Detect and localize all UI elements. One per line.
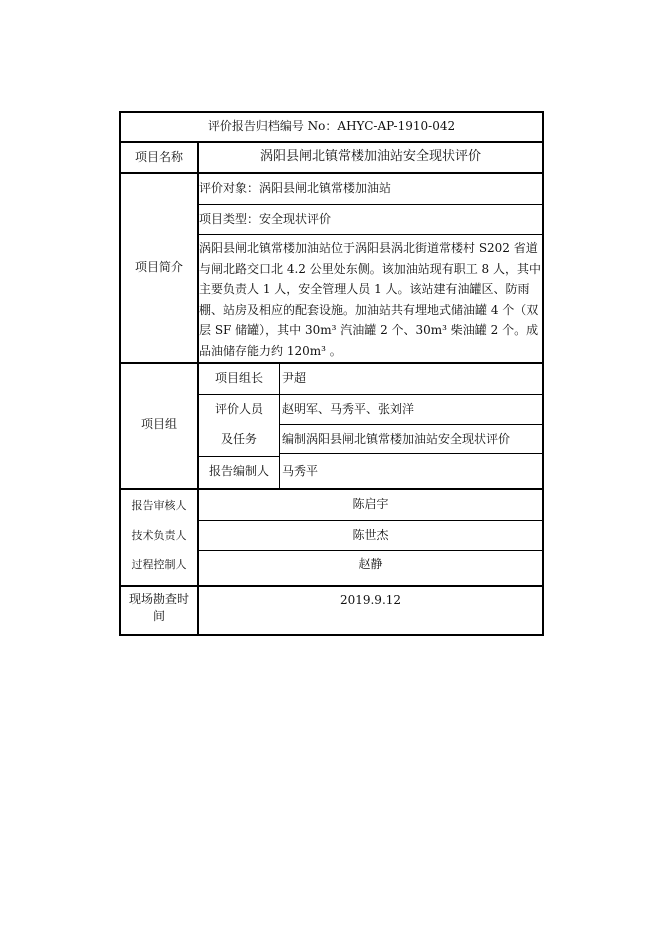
reviewer-row-divider xyxy=(197,550,544,551)
team-row-divider xyxy=(279,424,544,425)
row-divider xyxy=(119,362,544,364)
survey-date: 2019.9.12 xyxy=(339,593,402,607)
team-leader-value: 尹超 xyxy=(282,371,307,385)
evaluators-task: 编制涡阳县闸北镇常楼加油站安全现状评价 xyxy=(282,432,511,446)
table-border-right xyxy=(542,111,544,636)
team-column-divider xyxy=(279,362,280,488)
evaluators-label-line2: 及任务 xyxy=(220,432,257,446)
process-control-value: 赵静 xyxy=(358,557,383,571)
table-border-top xyxy=(119,111,544,113)
project-team-label: 项目组 xyxy=(140,417,177,431)
tech-lead-value: 陈世杰 xyxy=(352,528,389,542)
evaluators-value: 赵明军、马秀平、张刘洋 xyxy=(282,402,415,416)
process-control-label: 过程控制人 xyxy=(131,558,187,571)
team-row-divider xyxy=(197,456,279,457)
archive-number: 评价报告归档编号 No：AHYC-AP-1910-042 xyxy=(207,119,456,133)
intro-divider xyxy=(197,234,544,235)
survey-time-label-line1: 现场勘查时 xyxy=(128,592,189,606)
project-name-value: 涡阳县闸北镇常楼加油站安全现状评价 xyxy=(259,149,481,164)
project-name-label: 项目名称 xyxy=(134,150,183,164)
project-description: 涡阳县闸北镇常楼加油站位于涡阳县涡北街道常楼村 S202 省道与闸北路交口北 4.2 公里处东侧。该加油站现有职工 8 人，其中主要负责人 1 人，安全管理人员 1 人。该站建有油罐区、防雨棚、站房及相应的配套设施。加油站共有埋地式储油罐 4 个（双层 SF 储罐），其中 30m³ 汽油罐 2 个、30m³ 柴油罐 2 个。成品油储存能力约 120m³ 。 xyxy=(199,241,541,358)
reviewer-row-divider xyxy=(197,520,544,521)
evaluation-object: 评价对象：涡阳县闸北镇常楼加油站 xyxy=(199,181,392,195)
survey-time-label-line2: 间 xyxy=(152,609,165,623)
row-divider xyxy=(119,585,544,587)
row-divider xyxy=(119,172,544,174)
project-type: 项目类型：安全现状评价 xyxy=(199,212,332,226)
report-reviewer-value: 陈启宇 xyxy=(352,497,389,511)
project-intro-label: 项目简介 xyxy=(134,260,183,274)
tech-lead-label: 技术负责人 xyxy=(131,529,187,542)
row-divider xyxy=(119,141,544,143)
table-border-bottom xyxy=(119,634,544,636)
compiler-value: 马秀平 xyxy=(282,464,319,478)
compiler-label: 报告编制人 xyxy=(208,464,269,478)
row-divider xyxy=(119,488,544,490)
evaluators-label-line1: 评价人员 xyxy=(214,402,263,416)
intro-divider xyxy=(197,204,544,205)
team-row-divider xyxy=(279,453,544,454)
report-reviewer-label: 报告审核人 xyxy=(131,499,187,512)
team-leader-label: 项目组长 xyxy=(214,371,263,385)
team-row-divider xyxy=(197,394,544,395)
